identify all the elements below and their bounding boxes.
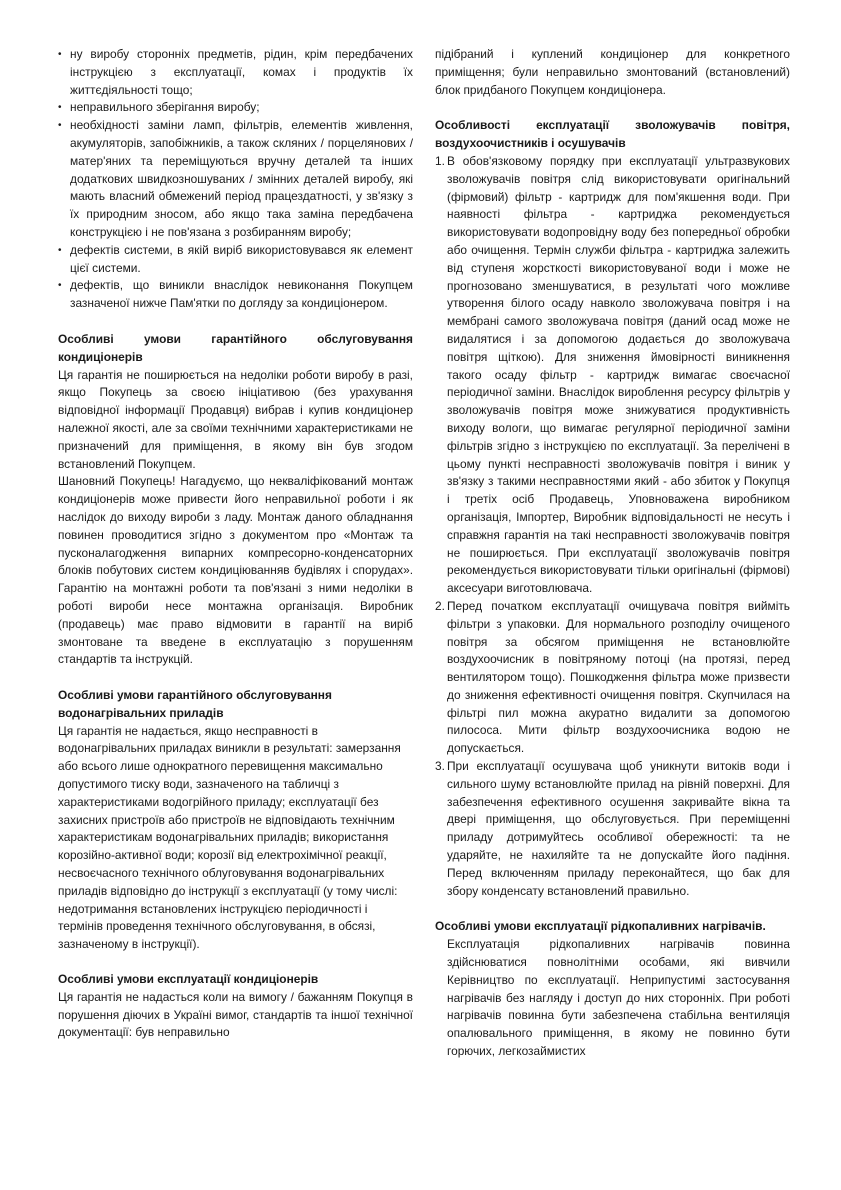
list-item-text: При експлуатації осушувача щоб уникнути витоків води і сильного шуму встановлюйте прилад на рівній поверхні. Для забезпечення ефективного осушення закривайте вікна та двері приміщення, що обслуговується. При переміщенні приладу дотримуйтесь особливої обережності: та не ударяйте, не нахиляйте та не допускайте його падіння. Перед включенням приладу переконайтеся, що бак для збору конденсату встановлений правильно. [447, 759, 790, 898]
paragraph-continued: підібраний і куплений кондиціонер для конкретного приміщення; були неправильно змонтований (встановлений) блок придбаного Покупцем кондиціонера. [435, 47, 790, 97]
list-item [435, 153, 790, 598]
list-number: 3. [435, 759, 445, 774]
exclusions-list [58, 46, 413, 313]
list-item: • дефектів, що виникли внаслідок невиконання Покупцем зазначеної нижче Пам'ятки по догляду за кондиціонером. [58, 277, 413, 313]
section-title-humidifiers: Особливості експлуатації зволожувачів повітря, воздухоочистників і осушувачів [435, 118, 790, 151]
list-item: • ну виробу сторонніх предметів, рідин, крім передбачених інструкцією з експлуатації, комах і продуктів їх життєдіяльності тощо; [58, 46, 413, 99]
right-column [435, 46, 790, 1190]
list-item: • дефектів системи, в якій виріб використовувався як елемент цієї системи. [58, 242, 413, 278]
section-title-liquid-fuel-heaters: Особливі умови експлуатації рідкопаливних нагрівачів. [435, 919, 766, 934]
list-item [435, 598, 790, 758]
paragraph: Шановний Покупець! Нагадуємо, що некваліфікований монтаж кондиціонерів може привести його неправильної роботи і як наслідок до виходу вироби з ладу. Монтаж даного обладнання повинен проводитися згідно з документом про «Монтаж та пусконалагодження випарних компресорно-конденсаторних блоків побутових систем кондиціюванняв будівлях і спорудах». Гарантію на монтажні роботи та пов'язані з ними недоліки в роботі вироби несе монтажна організація. Виробник (продавець) має право відмовити в гарантії на виріб змонтоване та введене в експлуатацію з порушенням стандартів та інструкцій. [58, 474, 413, 667]
left-column [58, 46, 413, 1190]
list-item: • неправильного зберігання виробу; [58, 99, 413, 117]
list-item-text: В обов'язковому порядку при експлуатації ультразвукових зволожувачів повітря слід використовувати оригінальний (фірмовий) фільтр - картридж для пом'якшення води. При наявності фільтра - картриджа рекомендується використовувати водопровідну воду без попередньої обробки або очищення. Термін служби фільтра - картриджа залежить від ступеня жорсткості використовуваної води і може не прогнозовано зменшуватися, в результаті чого можливе утворення білого осаду навколо зволожувача повітря і на мембрані самого зволожувача повітря (даний осад може не видалятися і за допомогою додається до зволожувача повітря щіткою). Для зниження ймовірності виникнення такого осаду фільтр - картридж вимагає своєчасної періодичної заміни. Внаслідок вироблення ресурсу фільтрів у зволожувачів повітря може знижуватися продуктивність виходу вологи, що вимагає регулярної періодичної заміни фільтрів згідно з інструкцією по експлуатації. За перелічені в цьому пункті несправності зволожувачів повітря і виник у зв'язку з такими несправностями який - або збиток у Покупця і третіх осіб Продавець, Уповноважена виробником організація, Імпортер, Виробник відповідальності не несуть і справжня гарантія на такі несправності зволожувачів повітря не поширюється. При експлуатації зволожувачів повітря рекомендується використовувати тільки оригінальні (фірмові) аксесуари виготовлювача. [447, 153, 790, 596]
section-title-water-heaters: Особливі умови гарантійного обслуговування водонагрівальних приладів [58, 688, 332, 720]
paragraph: Ця гарантія не поширюється на недоліки роботи виробу в разі, якщо Покупець за своєю ініціативою (без урахування відповідної інформації Продавця) вибрав і купив кондиціонер належної якості, але за своїми технічними характеристиками не призначений для приміщення, в якому він був згодом встановлений Покупцем. [58, 367, 413, 471]
list-item [435, 758, 790, 900]
list-number: 2. [435, 598, 445, 613]
paragraph: Експлуатація рідкопаливних нагрівачів повинна здійснюватися повнолітніми особами, які вивчили Керівництво по експлуатації. Неприпустимі застосування нагрівачів без нагляду і доступ до них сторонніх. При роботі нагрівачів повинна бути забезпечена стабільна вентиляція опалювального приміщення, в якому не повинно бути горючих, легкозаймистих [447, 937, 790, 1059]
paragraph: Ця гарантія не надається, якщо несправності в водонагрівальних приладах виникли в результаті: замерзання або всього лише однократного перевищення максимально допустимого тиску води, зазначеного на табличці з характеристиками водогрійного приладу; експлуатації без захисних пристроїв або пристроїв не відповідають технічним характеристикам водонагрівальних приладів; використання корозійно-активної води; корозії від електрохімічної реакції, несвоєчасного технічного облуговування водонагрівальних приладів відповідно до інструкції з експлуатації (у тому числі: недотримання встановлених інструкцією періодичності і термінів проведення технічного обслуговування, в обсязі, зазначеному в інструкції). [58, 723, 401, 952]
section-title-ac-operation: Особливі умови експлуатації кондиціонерів [58, 972, 319, 987]
list-item: • необхідності заміни ламп, фільтрів, елементів живлення, акумуляторів, запобіжників, а також скляних / порцелянових / матер'яних та переміщуються вручну деталей та інших додаткових швидкозношуваних / змінних деталей виробу, які мають власний обмежений період працездатності, у зв'язку з їх природним зносом, або якщо така заміна передбачена конструкцією і не пов'язана з розбиранням виробу; [58, 117, 413, 242]
section-title-ac-warranty: Особливі умови гарантійного обслуговування кондиціонерів [58, 331, 413, 364]
list-item-text: Перед початком експлуатації очищувача повітря вийміть фільтри з упаковки. Для нормального розподілу очищеного повітря за обсягом приміщення не встановлюйте воздухоочисник в повітряному потоці (на протязі, перед вентилятором тощо). Пошкодження фільтра може призвести до зниження ефективності очищення повітря. Скупчилася на фільтрі пил можна акуратно видалити за допомогою пилососа. Мити фільтр воздухоочисника водою не допускається. [447, 598, 790, 756]
paragraph: Ця гарантія не надасться коли на вимогу / бажанням Покупця в порушення діючих в Україні вимог, стандартів та іншої технічної документації: був неправильно [58, 989, 413, 1040]
list-number: 1. [435, 153, 445, 168]
humidifier-list [435, 153, 790, 900]
